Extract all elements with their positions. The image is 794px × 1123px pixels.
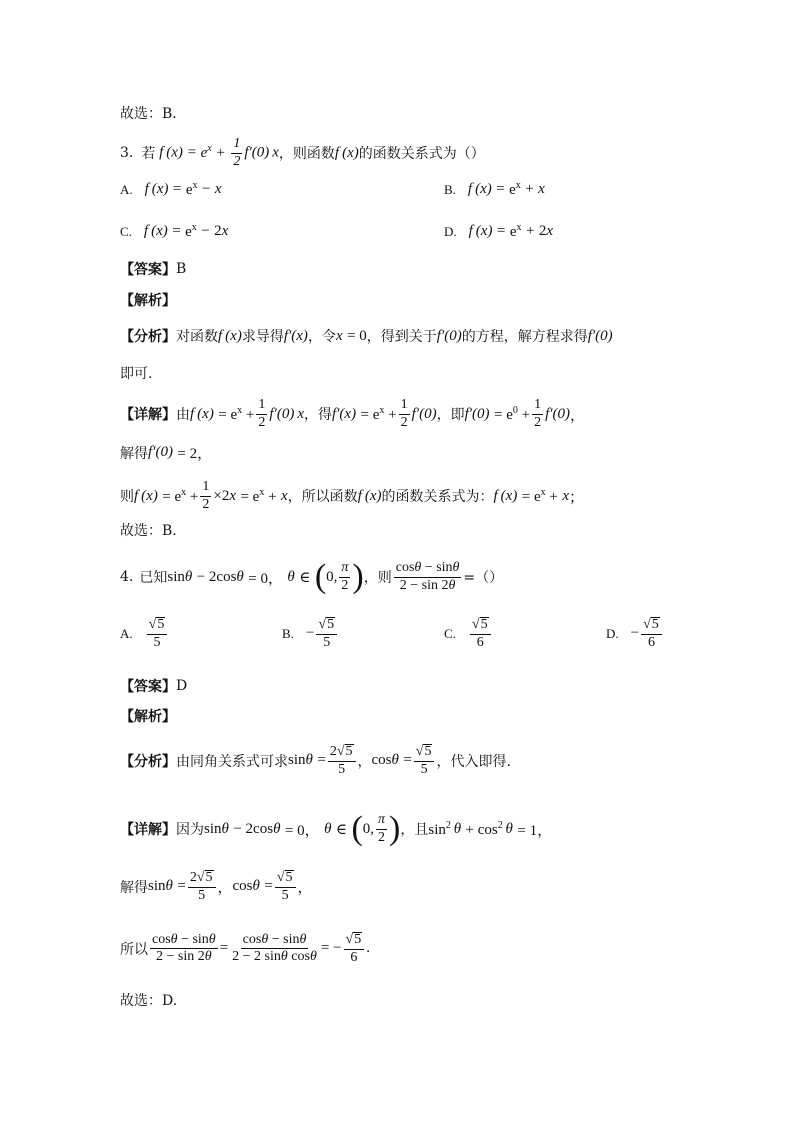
q3-result: 则 f (x) = $e^x$ + $\frac{1}{2}$ ×2 x = $e^x$ + x ，所以函数 f (x) 的函数关系式为： f (x) = $e^x$ + x ； [120, 479, 585, 512]
q3-answer: 【答案】 B [120, 261, 187, 278]
q3-number: 3. [120, 145, 134, 162]
q4-analysis-tag: 【解析】 [120, 709, 176, 725]
q4-result: 所以 $\frac{\cos\theta - \sin\theta}{2 - \sin 2\theta}$ = $\frac{\cos\theta - \sin\theta}{\text{2 − 2 sinθ cosθ}}$ = − √ 5 6 . [120, 931, 370, 965]
q4-number: 4. [120, 569, 134, 585]
q3-xiangjie: 【详解】 由 f (x) = $e^x$ + $\frac{1}{2}$ f′(0) x ，得 f′(x) = $e^x$ + $\frac{1}{2}$ f′(0) ，即 f′(0) = $e^0$ + $\frac{1}{2}$ f′(0) ， [120, 397, 586, 430]
q3-equation: f $(x) = e^x$ + $\frac{1}{2}$ f′(0) x [155, 136, 279, 169]
q3-option-b[interactable]: B. f (x) = $e^x$ + x [444, 180, 545, 198]
q4-fenxi: 【分析】 由同角关系式可求 sin θ = 2√ 5 5 ， cos θ = √ 5 5 ，代入即得. [120, 744, 511, 777]
q3-option-d[interactable]: D. f (x) = $e^x$ + 2 x [444, 222, 554, 240]
q4-option-c[interactable]: C. √ 5 6 [444, 617, 493, 650]
q4-solve: 解得 sin θ = 2√ 5 5 ， cos θ = √ 5 5 ， [120, 870, 313, 903]
q4-option-b[interactable]: B. − √ 5 5 [282, 617, 339, 650]
q3-fenxi: 【分析】 对函数 f (x) 求导得 f′(x) ，令 x = 0 ，得到关于 f′(0) 的方程，解方程求得 f′(0) [120, 327, 613, 345]
q4-conclusion: 故选：D. [120, 993, 178, 1009]
q4-option-a[interactable]: A. √ 5 5 [120, 617, 169, 650]
q4-option-d[interactable]: D. − √ 5 6 [606, 617, 664, 650]
q3-analysis-tag: 【解析】 [120, 293, 176, 309]
q2-conclusion: 故选：B. [120, 106, 177, 122]
q3-fenxi-end: 即可. [120, 366, 153, 382]
q3-solve: 解得 f′(0) = 2， [120, 444, 213, 462]
q4-stem: 4. 已知 sin θ − 2cos θ = 0， θ ∈ ( 0, $\frac{\pi}{2}$ ) ，则 $\frac{\cos\theta - \sin\theta}{2 - \sin 2\theta}$ =（） [120, 558, 504, 595]
q3-option-c[interactable]: C. f (x) = $e^x$ − 2 x [120, 222, 229, 240]
q3-stem: 3. 若 f $(x) = e^x$ + $\frac{1}{2}$ f′(0) x ，则函数 f (x) 的函数关系式为（） [120, 136, 485, 169]
q4-xiangjie: 【详解】 因为 sin θ − 2cos θ = 0， θ ∈ ( 0, $\frac{\pi}{2}$ ) ，且 $\sin^2$ θ + $\cos^2$ θ = 1， [120, 810, 553, 847]
q3-conclusion: 故选：B. [120, 523, 177, 539]
q4-answer: 【答案】 D [120, 678, 188, 695]
q3-option-a[interactable]: A. f (x) = $e^x$ − x [120, 180, 222, 198]
